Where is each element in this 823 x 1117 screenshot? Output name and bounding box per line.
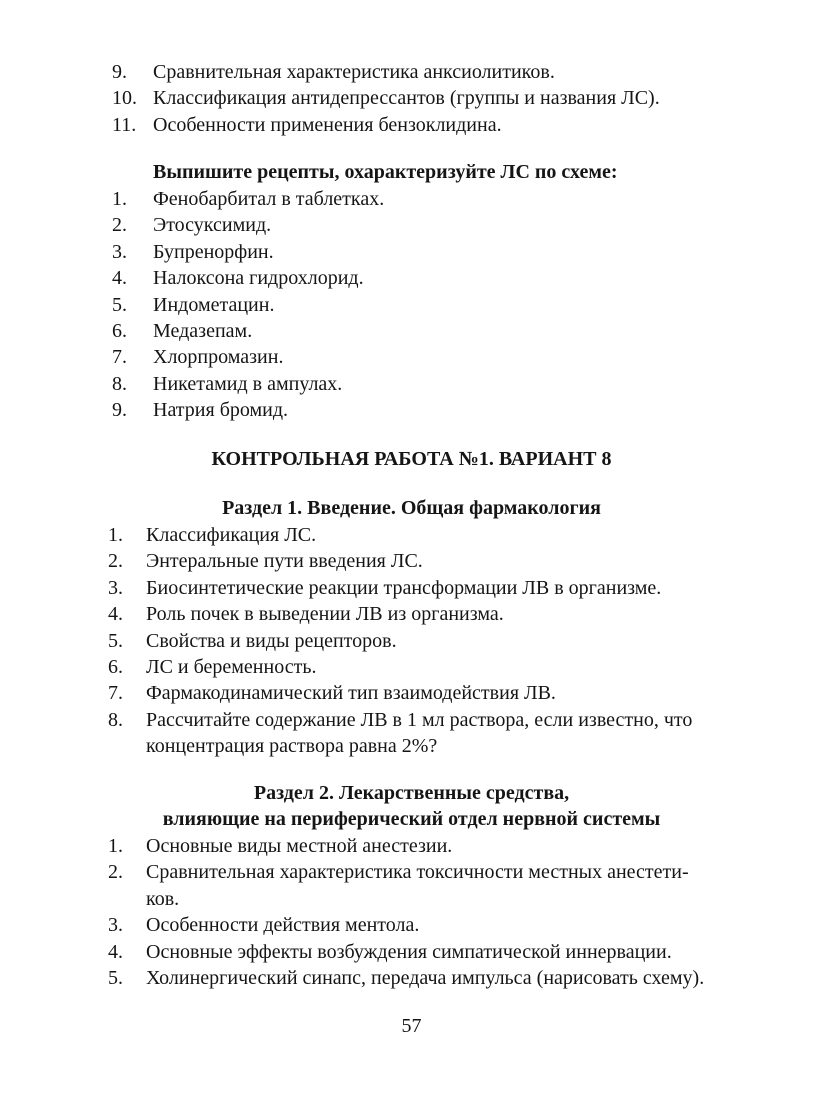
list-item xyxy=(112,292,732,318)
list-item xyxy=(108,965,733,991)
list-item xyxy=(112,265,732,291)
list-item xyxy=(112,212,732,238)
item-text: Натрия бромид. xyxy=(153,399,289,422)
item-number: 3. xyxy=(108,914,123,937)
item-number: 6. xyxy=(108,656,123,679)
item-number: 3. xyxy=(112,240,127,263)
item-text: Бупренорфин. xyxy=(153,240,274,263)
item-text: Налоксона гидрохлорид. xyxy=(153,267,364,290)
item-text: Классификация антидепрессантов (группы и названия ЛС). xyxy=(153,87,660,110)
item-number: 3. xyxy=(108,576,123,599)
item-number: 9. xyxy=(112,61,127,83)
section1-question-list xyxy=(108,522,733,760)
section1-heading: Раздел 1. Введение. Общая фармакология xyxy=(222,497,601,519)
item-text: Классификация ЛС. xyxy=(146,524,317,546)
list-item xyxy=(108,833,733,859)
recipes-list xyxy=(112,186,732,424)
item-number: 1. xyxy=(108,524,123,546)
item-number: 6. xyxy=(112,320,127,343)
list-item xyxy=(108,680,733,706)
item-text: Сравнительная характеристика токсичности местных анестети-ков. xyxy=(146,861,689,910)
item-text: Хлорпромазин. xyxy=(153,346,284,369)
item-text: Основные эффекты возбуждения симпатической иннервации. xyxy=(146,940,672,963)
control-work-title: КОНТРОЛЬНАЯ РАБОТА №1. ВАРИАНТ 8 xyxy=(211,448,612,470)
list-item xyxy=(112,112,732,138)
list-item xyxy=(112,59,732,85)
list-item xyxy=(108,522,733,548)
list-item xyxy=(108,601,733,627)
recipes-heading: Выпишите рецепты, охарактеризуйте ЛС по схеме: xyxy=(153,161,618,183)
item-text: Свойства и виды рецепторов. xyxy=(146,629,397,652)
item-number: 4. xyxy=(108,603,123,626)
item-text: Особенности применения бензоклидина. xyxy=(153,113,502,136)
item-number: 4. xyxy=(108,940,123,963)
item-text: Холинергический синапс, передача импульса (нарисовать схему). xyxy=(146,967,705,990)
item-number: 5. xyxy=(108,967,123,990)
item-number: 8. xyxy=(108,708,123,731)
item-number: 2. xyxy=(112,214,127,237)
section2-question-list xyxy=(108,833,733,991)
list-item xyxy=(112,186,732,212)
item-number: 7. xyxy=(112,346,127,369)
item-text: Индометацин. xyxy=(153,293,275,316)
item-text: Энтеральные пути введения ЛС. xyxy=(146,550,423,573)
item-number: 2. xyxy=(108,861,123,884)
item-number: 11. xyxy=(112,113,137,136)
item-number: 4. xyxy=(112,267,127,290)
item-number: 1. xyxy=(112,188,127,210)
item-number: 2. xyxy=(108,550,123,573)
item-text: Медазепам. xyxy=(153,320,253,343)
list-item xyxy=(108,912,733,938)
list-item xyxy=(108,628,733,654)
item-number: 5. xyxy=(112,293,127,316)
item-number: 8. xyxy=(112,372,127,395)
item-text: Сравнительная характеристика анксиолитиков. xyxy=(153,61,555,83)
section2-heading-line2: влияющие на периферический отдел нервной системы xyxy=(162,808,661,830)
list-item xyxy=(112,397,732,423)
item-text: Роль почек в выведении ЛВ из организма. xyxy=(146,603,504,626)
list-item xyxy=(112,239,732,265)
list-item xyxy=(108,859,733,912)
item-number: 7. xyxy=(108,682,123,705)
item-text: Никетамид в ампулах. xyxy=(153,372,343,395)
list-item xyxy=(108,939,733,965)
item-text: Этосуксимид. xyxy=(153,214,272,237)
section2-heading-line1: Раздел 2. Лекарственные средства, xyxy=(253,782,570,804)
item-text: Основные виды местной анестезии. xyxy=(146,835,453,857)
item-number: 1. xyxy=(108,835,123,857)
list-item xyxy=(112,318,732,344)
top-question-list xyxy=(112,59,732,138)
item-text: Рассчитайте содержание ЛВ в 1 мл раствора, если известно, что концентрация раствора равна 2%? xyxy=(146,708,693,758)
item-number: 10. xyxy=(112,87,137,110)
item-text: Особенности действия ментола. xyxy=(146,914,420,937)
list-item xyxy=(108,654,733,680)
list-item xyxy=(112,85,732,111)
item-number: 9. xyxy=(112,399,127,422)
list-item xyxy=(108,575,733,601)
item-text: Биосинтетические реакции трансформации ЛВ в организме. xyxy=(146,576,662,599)
list-item xyxy=(112,344,732,370)
item-text: Фенобарбитал в таблетках. xyxy=(153,188,385,210)
list-item xyxy=(108,548,733,574)
item-text: ЛС и беременность. xyxy=(146,656,317,679)
list-item xyxy=(112,371,732,397)
list-item xyxy=(108,707,733,760)
item-text: Фармакодинамический тип взаимодействия ЛВ. xyxy=(146,682,556,705)
page-number: 57 xyxy=(401,1015,422,1037)
item-number: 5. xyxy=(108,629,123,652)
